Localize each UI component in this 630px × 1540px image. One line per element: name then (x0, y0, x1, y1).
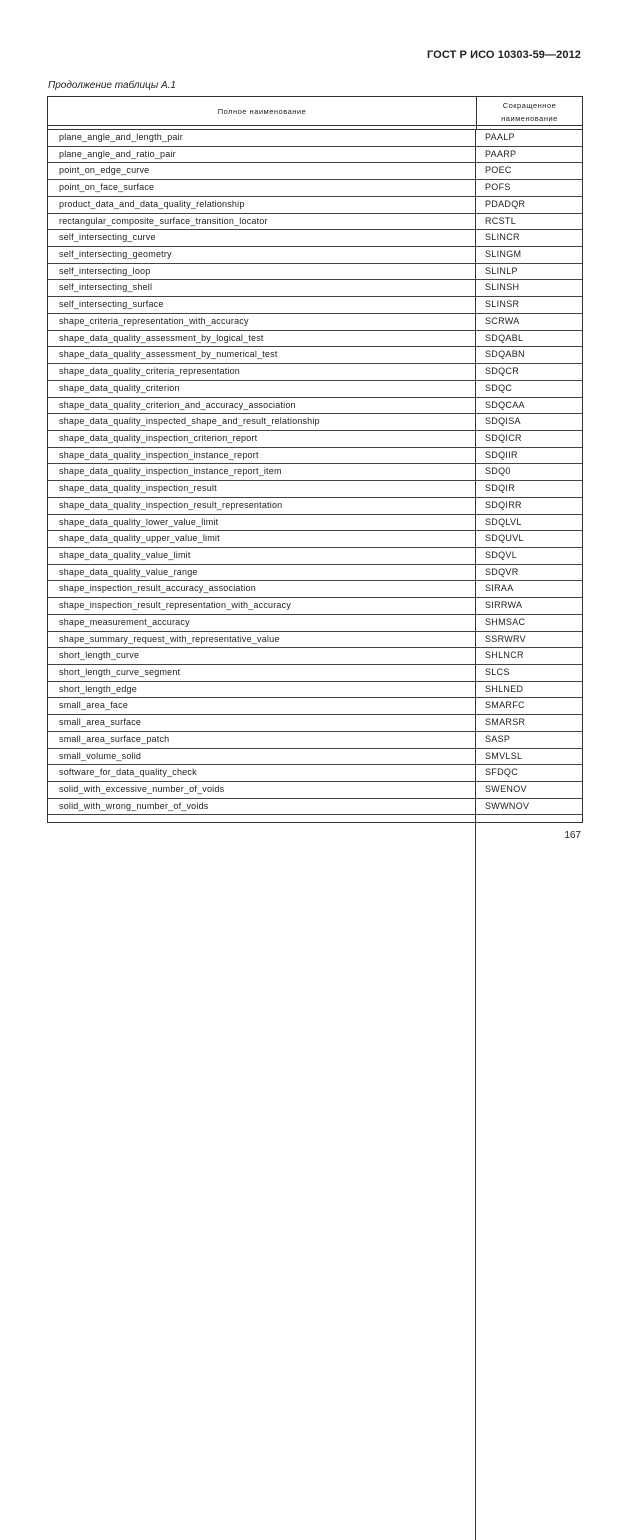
full-name-cell: self_intersecting_loop (48, 264, 476, 280)
table-row (48, 431, 582, 448)
short-name-cell: PDADQR (485, 198, 526, 209)
short-name-cell: SDQCR (485, 366, 520, 377)
header-short-line1: Сокращенное (502, 100, 557, 110)
table-row (48, 280, 582, 297)
short-name-cell: PAARP (485, 148, 517, 159)
table-row (48, 398, 582, 415)
short-name-cell: SASP (485, 733, 511, 744)
full-name-cell: shape_data_quality_criteria_representation (48, 364, 476, 380)
full-name-cell: product_data_and_data_quality_relationship (48, 197, 476, 213)
full-name-cell: shape_inspection_result_representation_with_accuracy (48, 598, 476, 614)
table-row (48, 732, 582, 749)
full-name-cell: shape_data_quality_criterion_and_accuracy_association (48, 398, 476, 414)
table-row (48, 481, 582, 498)
full-name-cell: shape_data_quality_inspection_instance_report_item (48, 464, 476, 480)
table-row (48, 147, 582, 164)
full-name-cell: shape_inspection_result_accuracy_association (48, 581, 476, 597)
full-name-cell: point_on_edge_curve (48, 163, 476, 179)
short-name-cell: SLINSH (485, 282, 520, 293)
table-row (48, 715, 582, 732)
header-full-name: Полное наименование (48, 97, 477, 125)
short-name-cell: SDQC (485, 382, 513, 393)
short-name-cell: SDQUVL (485, 533, 524, 544)
short-name-cell: SIRRWA (485, 600, 523, 611)
full-name-cell: small_area_surface_patch (48, 732, 476, 748)
full-name-cell: plane_angle_and_ratio_pair (48, 147, 476, 163)
full-name-cell: shape_data_quality_criterion (48, 381, 476, 397)
full-name-cell: plane_angle_and_length_pair (48, 130, 476, 146)
full-name-cell: shape_data_quality_value_limit (48, 548, 476, 564)
table-row (48, 648, 582, 665)
full-name-cell: small_volume_solid (48, 749, 476, 765)
table-row (48, 565, 582, 582)
short-name-cell: SWENOV (485, 784, 527, 795)
full-name-cell: self_intersecting_surface (48, 297, 476, 313)
short-name-cell: SDQ0 (485, 466, 511, 477)
short-name-cell: SHLNCR (485, 650, 524, 661)
short-name-cell: SHLNED (485, 683, 524, 694)
full-name-cell: shape_data_quality_inspection_result_representation (48, 498, 476, 514)
short-name-cell: SLINGM (485, 249, 522, 260)
short-name-cell: SLINSR (485, 299, 520, 310)
table-row (48, 414, 582, 431)
table-row (48, 314, 582, 331)
short-name-cell: SDQISA (485, 416, 521, 427)
table-row (48, 799, 582, 816)
header-short-name (477, 97, 582, 125)
full-name-cell: shape_data_quality_inspected_shape_and_result_relationship (48, 414, 476, 430)
short-name-cell: SDQCAA (485, 399, 525, 410)
full-name-cell: shape_summary_request_with_representative_value (48, 632, 476, 648)
short-name-cell: SDQVR (485, 566, 519, 577)
table-row (48, 682, 582, 699)
full-name-cell: point_on_face_surface (48, 180, 476, 196)
full-name-cell: self_intersecting_curve (48, 230, 476, 246)
short-name-cell: SDQIRR (485, 499, 522, 510)
full-name-cell: shape_data_quality_assessment_by_numerical_test (48, 347, 476, 363)
short-name-cell: POFS (485, 182, 511, 193)
table-row (48, 347, 582, 364)
table-row (48, 581, 582, 598)
full-name-cell: small_area_surface (48, 715, 476, 731)
short-name-cell: SFDQC (485, 767, 518, 778)
header-short-line2: наименование (501, 113, 558, 123)
short-name-cell: SDQABN (485, 349, 525, 360)
full-name-cell: short_length_curve (48, 648, 476, 664)
table-row (48, 214, 582, 231)
full-name-cell: shape_data_quality_upper_value_limit (48, 531, 476, 547)
table-row (48, 531, 582, 548)
full-name-cell: solid_with_wrong_number_of_voids (48, 799, 476, 815)
table-header-row (48, 97, 582, 126)
short-name-cell: SDQICR (485, 432, 522, 443)
full-name-cell: shape_data_quality_inspection_criterion_report (48, 431, 476, 447)
table-row (48, 197, 582, 214)
short-name-cell: SIRAA (485, 583, 514, 594)
short-name-cell: SMARFC (485, 700, 525, 711)
page-number: 167 (564, 830, 581, 841)
full-name-cell: shape_data_quality_lower_value_limit (48, 515, 476, 531)
short-name-cell: SDQABL (485, 332, 524, 343)
table-row (48, 598, 582, 615)
table-row (48, 180, 582, 197)
table-row (48, 448, 582, 465)
short-name-cell: SCRWA (485, 315, 520, 326)
full-name-cell: shape_data_quality_value_range (48, 565, 476, 581)
short-name-cell: SDQLVL (485, 516, 522, 527)
table-row (48, 665, 582, 682)
short-name-cell: SLCS (485, 667, 510, 677)
short-name-cell: SLINCR (485, 232, 520, 243)
table-caption: Продолжение таблицы А.1 (48, 80, 176, 91)
standard-header: ГОСТ Р ИСО 10303-59—2012 (426, 49, 581, 61)
table-row (48, 464, 582, 481)
table-row (48, 749, 582, 766)
short-name-cell: SWWNOV (485, 800, 530, 811)
short-name-cell: SDQIIR (485, 449, 518, 460)
table-row (48, 615, 582, 632)
short-name-cell: SSRWRV (485, 633, 526, 644)
table-row (48, 264, 582, 281)
full-name-cell: rectangular_composite_surface_transition_locator (48, 214, 476, 230)
table-row (48, 230, 582, 247)
table-row (48, 364, 582, 381)
table-row (48, 331, 582, 348)
short-name-cell: SMARSR (485, 717, 526, 728)
full-name-cell: shape_measurement_accuracy (48, 615, 476, 631)
short-name-cell: SHMSAC (485, 616, 526, 627)
abbreviation-table (47, 96, 583, 823)
full-name-cell: software_for_data_quality_check (48, 765, 476, 781)
table-row (48, 297, 582, 314)
table-row (48, 247, 582, 264)
table-row (48, 498, 582, 515)
short-name-cell: RCSTL (485, 215, 517, 226)
short-name-cell: SDQVL (485, 549, 518, 560)
full-name-cell: short_length_edge (48, 682, 476, 698)
short-name-cell: POEC (485, 165, 512, 176)
full-name-cell: solid_with_excessive_number_of_voids (48, 782, 476, 798)
full-name-cell: small_area_face (48, 698, 476, 714)
full-name-cell: short_length_curve_segment (48, 665, 476, 681)
short-name-cell: SMVLSL (485, 750, 523, 761)
table-row (48, 782, 582, 799)
table-row (48, 548, 582, 565)
table-tail (48, 815, 582, 1540)
table-row (48, 381, 582, 398)
table-body (48, 130, 582, 815)
full-name-cell: shape_criteria_representation_with_accuracy (48, 314, 476, 330)
short-name-cell: SLINLP (485, 265, 518, 276)
short-name-cell: SDQIR (485, 483, 516, 494)
full-name-cell: self_intersecting_shell (48, 280, 476, 296)
full-name-cell: shape_data_quality_assessment_by_logical_test (48, 331, 476, 347)
table-row (48, 130, 582, 147)
table-row (48, 632, 582, 649)
full-name-cell: shape_data_quality_inspection_result (48, 481, 476, 497)
table-row (48, 698, 582, 715)
table-row (48, 163, 582, 180)
table-row (48, 515, 582, 532)
short-name-cell: PAALP (485, 132, 515, 142)
table-row (48, 765, 582, 782)
full-name-cell: self_intersecting_geometry (48, 247, 476, 263)
full-name-cell: shape_data_quality_inspection_instance_report (48, 448, 476, 464)
